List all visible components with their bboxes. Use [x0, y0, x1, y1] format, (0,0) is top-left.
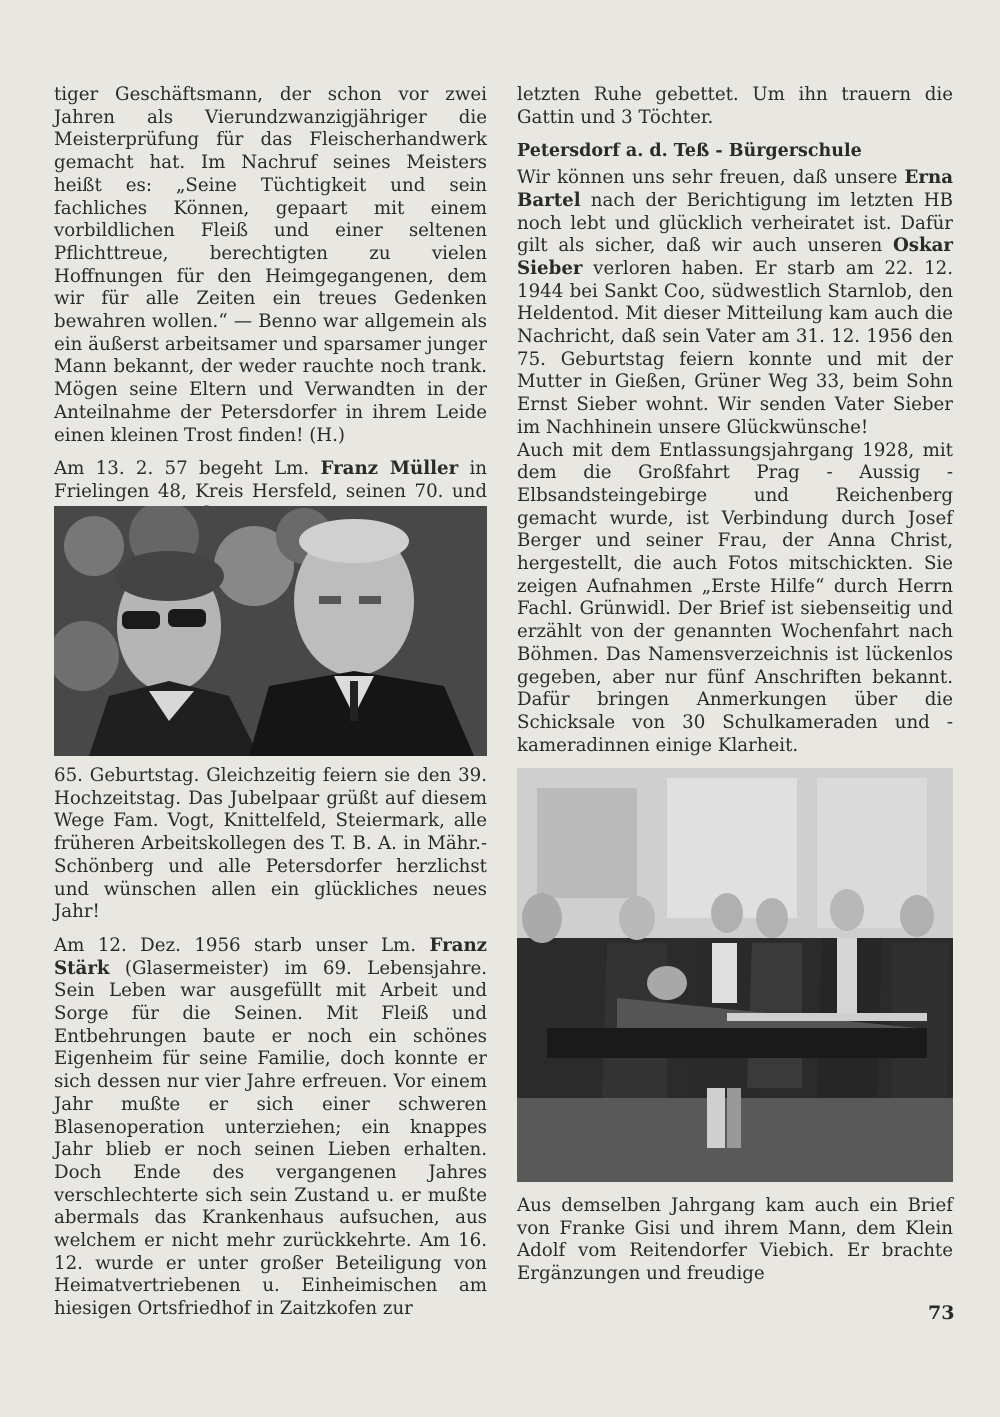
left-column-bottom — [54, 765, 487, 1321]
first-aid-class-photo — [517, 768, 953, 1182]
page-number: 73 — [928, 1302, 955, 1324]
right-column-bottom — [517, 1195, 953, 1286]
obituary-paragraph: Am 12. Dez. 1956 starb unser Lm. Franz Stärk (Glasermeister) im 69. Lebensjahre. Sein Leben war ausgefüllt mit Arbeit und Sorge für die Seinen. Mit Fleiß und Entbehrungen baute er noch ein schönes Eigenheim für seine Familie, doch konnte er sich dessen nur vier Jahre erfreuen. Vor einem Jahr mußte er sich einer schweren Blasenoperation unterziehen; ein knappes Jahr blieb er noch seinen Lieben erhalten. Doch Ende des vergangenen Jahres verschlechterte sich sein Zustand u. er mußte abermals das Krankenhaus aufsuchen, aus welchem er nicht mehr zurückkehrte. Am 16. 12. wurde er unter großer Beteiligung von Heimatvertriebenen u. Einheimischen am hiesigen Ortsfriedhof in Zaitzkofen zur — [54, 934, 487, 1320]
section-heading: Petersdorf a. d. Teß - Bürgerschule — [517, 141, 862, 162]
letter-paragraph: Aus demselben Jahrgang kam auch ein Brief von Franke Gisi und ihrem Mann, dem Klein Adolf vom Reitendorfer Viebich. Er brachte Ergänzungen und freudige — [517, 1195, 953, 1285]
birthday-paragraph: Am 13. 2. 57 begeht Lm. Franz Müller in Frielingen 48, Kreis Hersfeld, seinen 70. und — [54, 458, 487, 526]
news-paragraph: Wir können uns sehr freuen, daß unsere Erna Bartel nach der Berichtigung im letzten HB noch lebt und glücklich verheiratet ist. Dafür gilt als sicher, daß wir auch unseren Oskar Sieber verloren haben. Er starb am 22. 12. 1944 bei Sankt Coo, südwestlich Starnlob, den Heldentod. Mit dieser Mitteilung kam auch die Nachricht, daß sein Vater am 31. 12. 1956 den 75. Geburtstag feiern konnte und mit der Mutter in Gießen, Grüner Weg 33, beim Sohn Ernst Sieber wohnt. Wir senden Vater Sieber im Nachhinein unsere Glückwünsche! — [517, 167, 953, 438]
birthday-paragraph-continued: 65. Geburtstag. Gleichzeitig feiern sie den 39. Hochzeitstag. Das Jubelpaar grüßt auf diesem Wege Fam. Vogt, Knittelfeld, Steiermark, alle früheren Arbeitskollegen des T. B. A. in Mähr.-Schönberg und alle Petersdorfer herzlichst und wünschen allen ein glückliches neues Jahr! — [54, 765, 487, 923]
person-name: Erna Bartel — [517, 167, 953, 211]
right-column-top — [517, 84, 953, 757]
class-reunion-paragraph: Auch mit dem Entlassungsjahrgang 1928, mit dem die Großfahrt Prag - Aussig - Elbsandsteingebirge und Reichenberg gemacht wurde, ist Verbindung durch Josef Berger und seiner Frau, der Anna Christ, hergestellt, die auch Fotos mitschickten. Sie zeigen Aufnahmen „Erste Hilfe“ durch Herrn Fachl. Grünwidl. Der Brief ist siebenseitig und erzählt von der genannten Wochenfahrt nach Böhmen. Das Namensverzeichnis ist lückenlos gegeben, aber nur fünf Anschriften bekannt. Dafür bringen Anmerkungen über die Schicksale von 30 Schulkameraden und -kameradinnen einige Klarheit. — [517, 439, 953, 756]
person-name: Franz Müller — [320, 458, 459, 480]
left-column-top — [54, 84, 487, 526]
person-name: Oskar Sieber — [517, 235, 953, 279]
person-name: Franz Stärk — [54, 934, 487, 979]
obituary-paragraph-end: letzten Ruhe gebettet. Um ihn trauern die Gattin und 3 Töchter. — [517, 84, 953, 128]
obituary-paragraph-end: tiger Geschäftsmann, der schon vor zwei Jahren als Vierundzwanzigjähriger die Meisterprüfung für das Fleischerhandwerk gemacht hat. Im Nachruf seines Meisters heißt es: „Seine Tüchtigkeit und sein fachliches Können, gepaart mit einem vorbildlichen Fleiß und einer seltenen Pflichttreue, berechtigten zu vielen Hoffnungen für den Heimgegangenen, dem wir für alle Zeiten ein treues Gedenken bewahren wollen.“ — Benno war allgemein als ein äußerst arbeitsamer und sparsamer junger Mann bekannt, der weder rauchte noch trank. Mögen seine Eltern und Verwandten in der Anteilnahme der Petersdorfer in ihrem Leide einen kleinen Trost finden! (H.) — [54, 84, 487, 446]
couple-photo — [54, 506, 487, 756]
